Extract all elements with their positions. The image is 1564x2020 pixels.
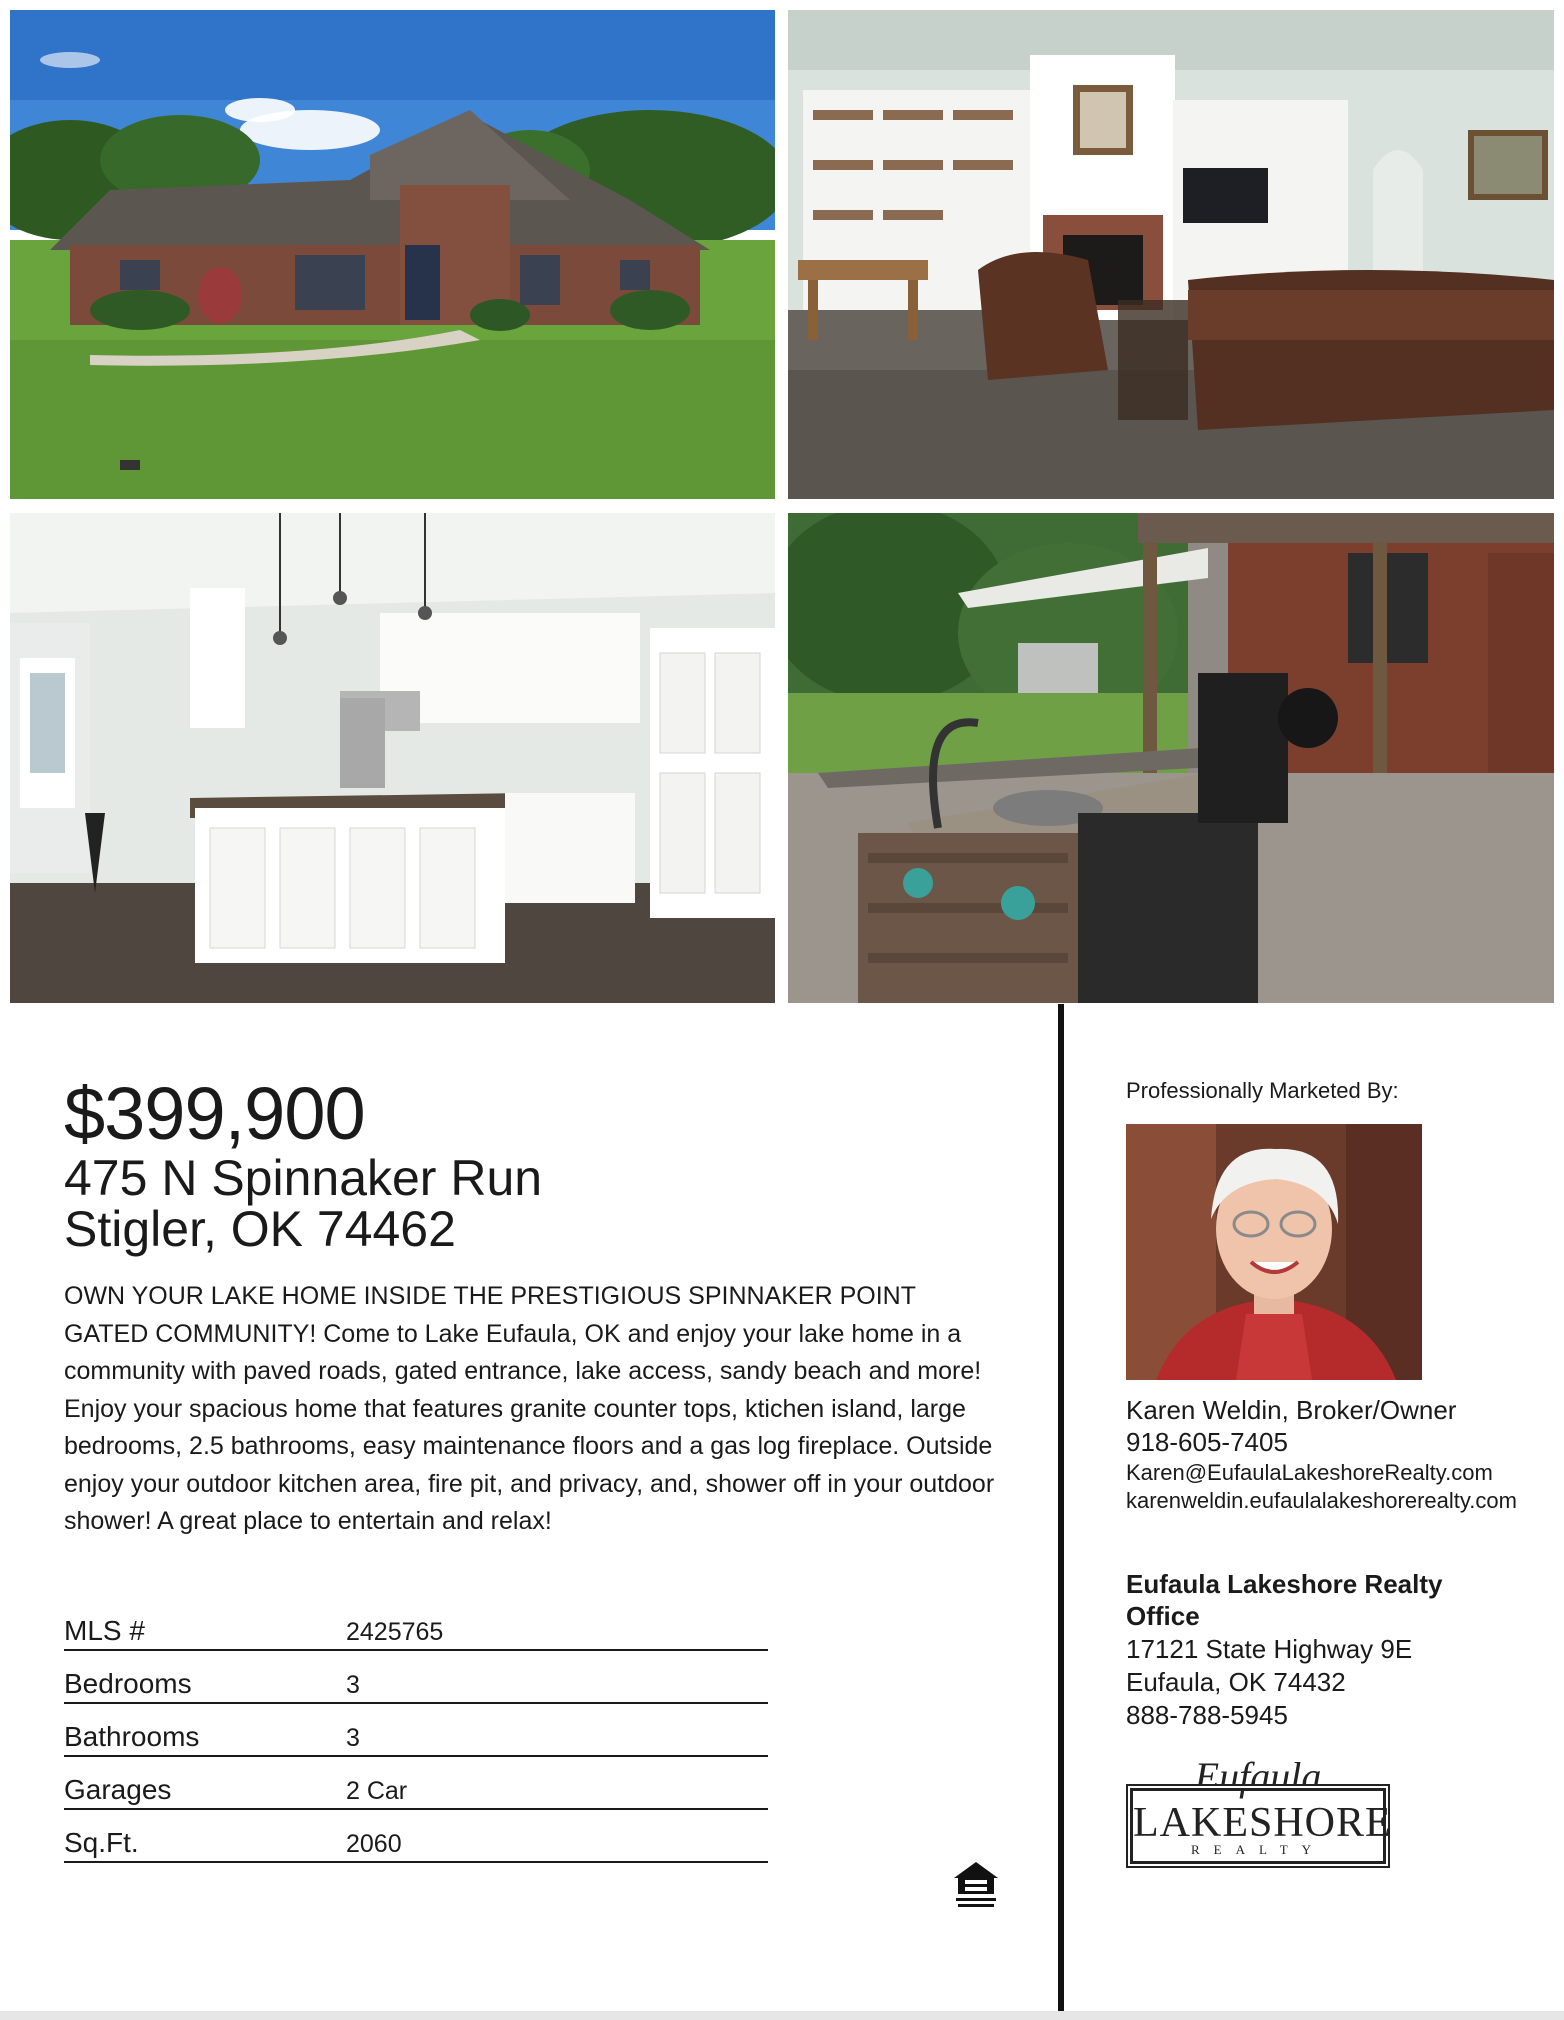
brokerage-logo	[1128, 1754, 1392, 1866]
logo-main-text: LAKESHORE	[1133, 1800, 1392, 1846]
spec-value: 3	[346, 1671, 360, 1699]
spec-row-garages	[64, 1759, 768, 1810]
spec-value: 2 Car	[346, 1777, 408, 1805]
office-name: Eufaula Lakeshore Realty Office	[1126, 1569, 1443, 1631]
living-room-photo	[788, 10, 1554, 499]
marketed-by-label: Professionally Marketed By:	[1126, 1078, 1399, 1103]
logo-frame	[1130, 1788, 1392, 1864]
house-exterior-photo	[10, 10, 775, 499]
spec-row-bedrooms	[64, 1653, 768, 1704]
agent-website[interactable]: karenweldin.eufaulalakeshorerealty.com	[1126, 1488, 1517, 1513]
spec-label: MLS #	[64, 1615, 145, 1646]
spec-row-sqft	[64, 1812, 768, 1863]
kitchen-photo	[10, 513, 775, 1003]
agent-name: Karen Weldin, Broker/Owner	[1126, 1395, 1457, 1425]
spec-label: Sq.Ft.	[64, 1827, 139, 1858]
spec-value: 2060	[346, 1830, 402, 1858]
page-bottom-edge	[0, 2011, 1564, 2020]
specs-table	[64, 1600, 768, 1865]
office-address-city: Eufaula, OK 74432	[1126, 1667, 1346, 1697]
address-city-state-zip: Stigler, OK 74462	[64, 1201, 456, 1257]
office-address-street: 17121 State Highway 9E	[1126, 1634, 1413, 1664]
office-phone[interactable]: 888-788-5945	[1126, 1700, 1288, 1730]
equal-housing-icon	[950, 1860, 1002, 1910]
agent-photo	[1126, 1124, 1422, 1380]
agent-email[interactable]: Karen@EufaulaLakeshoreRealty.com	[1126, 1460, 1493, 1485]
spec-row-bathrooms	[64, 1706, 768, 1757]
logo-script-text: Eufaula	[1194, 1754, 1322, 1799]
listing-price: $399,900	[64, 1072, 365, 1155]
listing-description: OWN YOUR LAKE HOME INSIDE THE PRESTIGIOUS SPINNAKER POINT GATED COMMUNITY! Come to Lake Eufaula, OK and enjoy your lake home in a community with paved roads, gated entrance, lake access, sandy beach and more! Enjoy your spacious home that features granite counter tops, ktichen island, large bedrooms, 2.5 bathrooms, easy maintenance floors and a gas log fireplace. Outside enjoy your outdoor kitchen area, fire pit, and privacy, and, shower off in your outdoor shower! A great place to entertain and relax!	[64, 1282, 995, 1535]
spec-value: 3	[346, 1724, 360, 1752]
outdoor-kitchen-photo	[788, 513, 1554, 1003]
spec-label: Garages	[64, 1774, 172, 1805]
logo-sub-text: REALTY	[1190, 1842, 1326, 1857]
spec-value: 2425765	[346, 1618, 444, 1646]
vertical-divider	[1058, 1004, 1064, 2012]
spec-row-mls	[64, 1600, 768, 1651]
address-street: 475 N Spinnaker Run	[64, 1150, 543, 1206]
agent-phone[interactable]: 918-605-7405	[1126, 1427, 1288, 1457]
spec-label: Bedrooms	[64, 1668, 192, 1699]
spec-label: Bathrooms	[64, 1721, 200, 1752]
